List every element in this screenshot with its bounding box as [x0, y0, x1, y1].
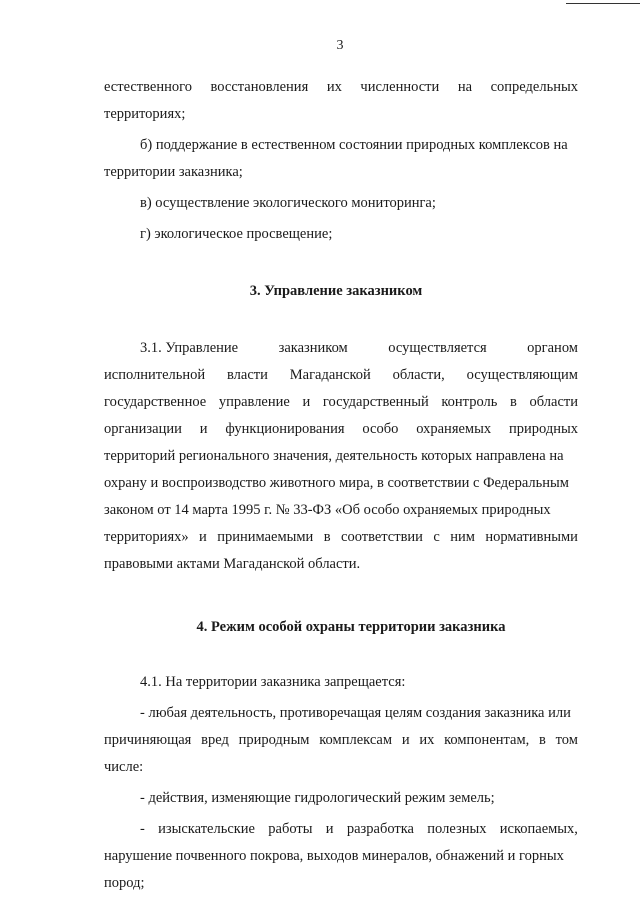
text-line: нарушение почвенного покрова, выходов минералов, обнажений и горных: [104, 848, 564, 864]
word: и: [401, 732, 410, 748]
text-line: 4.1. На территории заказника запрещается:: [140, 674, 406, 690]
word: причиняющая: [104, 732, 192, 748]
word: разработка: [346, 821, 414, 837]
text-line: б) поддержание в естественном состоянии природных комплексов на: [140, 137, 568, 153]
word: сопредельных: [490, 79, 578, 95]
section-heading: 4. Режим особой охраны территории заказника: [196, 619, 506, 635]
word: и: [325, 821, 334, 837]
top-rule: [566, 3, 640, 4]
word: природным: [238, 732, 310, 748]
text-line: - действия, изменяющие гидрологический режим земель;: [140, 790, 495, 806]
word: и: [199, 421, 208, 437]
text-line: правовыми актами Магаданской области.: [104, 556, 361, 572]
word: ископаемых,: [499, 821, 578, 837]
word: численности: [360, 79, 440, 95]
word: осуществляется: [388, 340, 487, 356]
text-line: охрану и воспроизводство животного мира, в соответствии с Федеральным: [104, 475, 569, 491]
word: полезных: [427, 821, 487, 837]
word: в: [323, 529, 331, 545]
word: функционирования: [225, 421, 345, 437]
section-heading: 3. Управление заказником: [249, 283, 423, 299]
word: государственный: [322, 394, 429, 410]
word: области: [529, 394, 578, 410]
word: принимаемыми: [217, 529, 314, 545]
word: на: [457, 79, 473, 95]
word: Магаданской: [289, 367, 371, 383]
text-line: территорий регионального значения, деятельность которых направлена на: [104, 448, 564, 464]
text-line: [104, 335, 578, 362]
word: особо: [362, 421, 399, 437]
word: соответствии: [341, 529, 423, 545]
text-line: числе:: [104, 759, 144, 775]
word: комплексам: [319, 732, 393, 748]
word: государственное: [104, 394, 207, 410]
word: -: [140, 821, 145, 837]
text-line: [104, 416, 578, 443]
word: власти: [227, 367, 268, 383]
word: восстановления: [210, 79, 309, 95]
word: с: [433, 529, 440, 545]
text-line: [104, 362, 578, 389]
word: том: [555, 732, 578, 748]
word: ним: [450, 529, 475, 545]
text-line: [104, 727, 578, 754]
word: заказником: [278, 340, 348, 356]
word: их: [419, 732, 435, 748]
text-line: [104, 389, 578, 416]
word: в: [510, 394, 517, 410]
word: компонентам,: [444, 732, 530, 748]
text-line: г) экологическое просвещение;: [140, 226, 333, 242]
word: осуществляющим: [466, 367, 578, 383]
word: вред: [201, 732, 229, 748]
text-line: в) осуществление экологического мониторинга;: [140, 195, 436, 211]
word: территориях»: [104, 529, 189, 545]
word: управление: [218, 394, 290, 410]
text-line: пород;: [104, 875, 145, 891]
word: и: [199, 529, 207, 545]
document-body: [104, 74, 578, 897]
text-line: - любая деятельность, противоречащая целям создания заказника или: [140, 705, 571, 721]
word: изыскательские: [158, 821, 255, 837]
text-line: законом от 14 марта 1995 г. № 33-ФЗ «Об особо охраняемых природных: [104, 502, 551, 518]
word: природных: [508, 421, 578, 437]
word: 3.1. Управление: [140, 340, 239, 356]
text-line: [104, 524, 578, 551]
page-number: 3: [336, 38, 344, 53]
text-line: территориях;: [104, 106, 186, 122]
word: исполнительной: [104, 367, 206, 383]
text-line: [104, 74, 578, 101]
word: организации: [104, 421, 182, 437]
word: их: [326, 79, 342, 95]
word: органом: [527, 340, 578, 356]
word: работы: [268, 821, 313, 837]
word: в: [539, 732, 546, 748]
word: естественного: [104, 79, 192, 95]
word: области,: [392, 367, 445, 383]
word: и: [302, 394, 311, 410]
text-line: [104, 816, 578, 843]
word: нормативными: [485, 529, 578, 545]
word: охраняемых: [416, 421, 492, 437]
text-line: территории заказника;: [104, 164, 243, 180]
word: контроль: [441, 394, 498, 410]
